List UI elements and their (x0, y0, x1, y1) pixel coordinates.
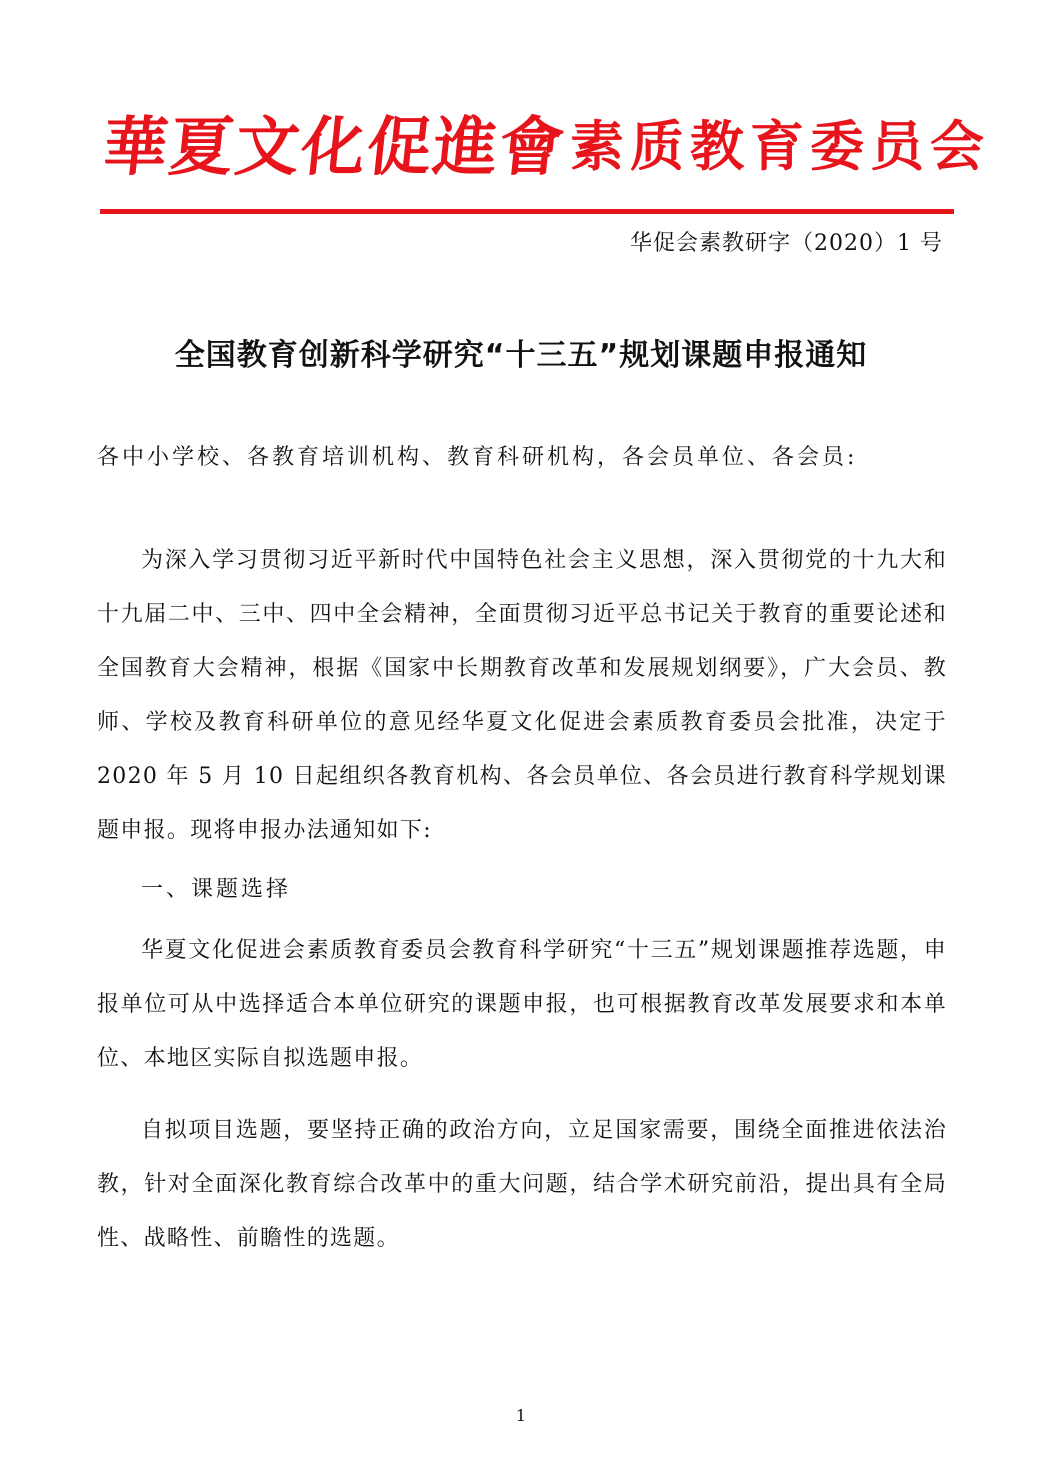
document-number: 华促会素教研字（2020）1 号 (630, 231, 943, 256)
letterhead-calligraphy: 華夏文化促進會 (99, 110, 570, 185)
letterhead-committee-name: 素质教育委员会 (570, 114, 990, 178)
salutation: 各中小学校、各教育培训机构、教育科研机构，各会员单位、各会员: (97, 445, 858, 470)
section-heading: 一、课题选择 (141, 877, 292, 902)
body-paragraph-3: 自拟项目选题，要坚持正确的政治方向，立足国家需要，围绕全面推进依法治教，针对全面深化教育综合改革中的重大问题，结合学术研究前沿，提出具有全局性、战略性、前瞻性的选题。 (97, 1118, 947, 1251)
body-paragraph-1: 为深入学习贯彻习近平新时代中国特色社会主义思想，深入贯彻党的十九大和十九届二中、三中、四中全会精神，全面贯彻习近平总书记关于教育的重要论述和全国教育大会精神，根据《国家中长期教育改革和发展规划纲要》，广大会员、教师、学校及教育科研单位的意见经华夏文化促进会素质教育委员会批准，决定于 2020 年 5 月 10 日起组织各教育机构、各会员单位、各会员进行教育科学规划课题申报。现将申报办法通知如下: (97, 548, 947, 843)
body-paragraph-2: 华夏文化促进会素质教育委员会教育科学研究“十三五”规划课题推荐选题，申报单位可从中选择适合本单位研究的课题申报，也可根据教育改革发展要求和本单位、本地区实际自拟选题申报。 (97, 938, 947, 1071)
page-number: 1 (515, 1406, 527, 1425)
page-title: 全国教育创新科学研究“十三五”规划课题申报通知 (174, 338, 868, 373)
letterhead-title (99, 92, 990, 192)
letterhead-divider (100, 209, 954, 214)
